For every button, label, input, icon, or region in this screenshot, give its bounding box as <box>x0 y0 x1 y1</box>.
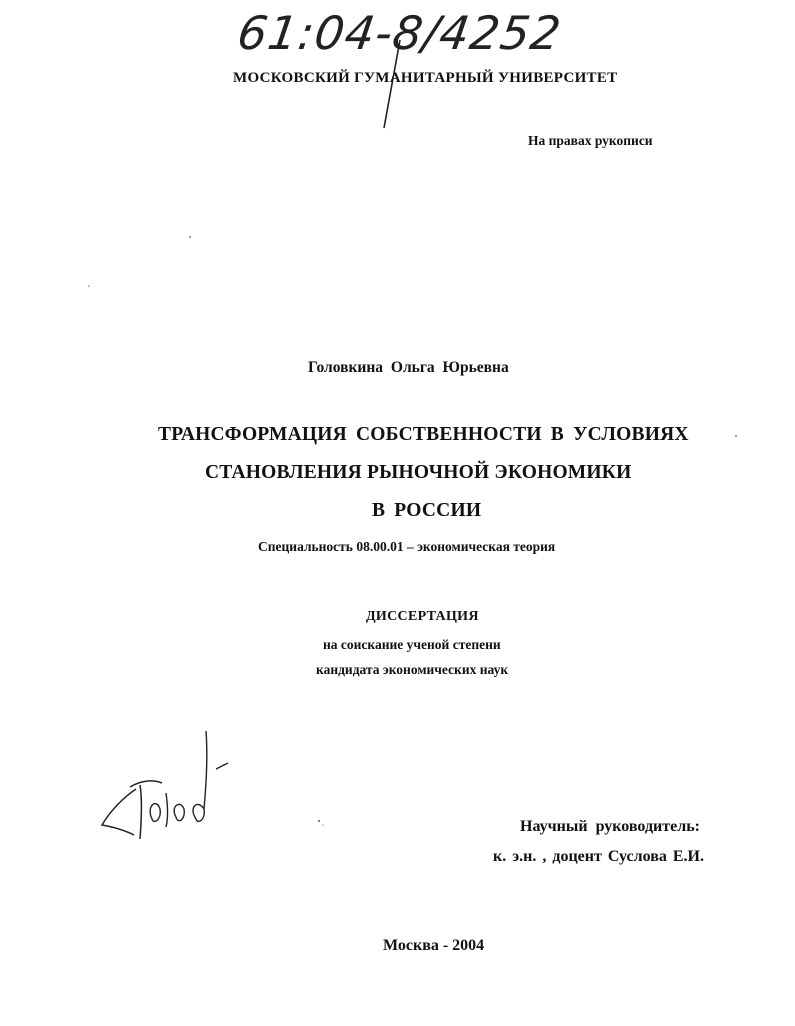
work-type: ДИССЕРТАЦИЯ <box>366 609 479 624</box>
title-line-3: В РОССИИ <box>372 500 482 521</box>
specialty-line: Специальность 08.00.01 – экономическая теория <box>258 539 556 554</box>
title-line-2: СТАНОВЛЕНИЯ РЫНОЧНОЙ ЭКОНОМИКИ <box>205 462 632 483</box>
city-and-year: Москва - 2004 <box>383 937 485 954</box>
degree-purpose-line-2: кандидата экономических наук <box>316 662 509 677</box>
university-name: МОСКОВСКИЙ ГУМАНИТАРНЫЙ УНИВЕРСИТЕТ <box>233 70 618 86</box>
supervisor-name: к. э.н. , доцент Суслова Е.И. <box>493 848 704 865</box>
supervisor-label: Научный руководитель: <box>520 818 700 835</box>
degree-purpose-line-1: на соискание ученой степени <box>323 637 501 652</box>
manuscript-note: На правах рукописи <box>528 133 653 148</box>
handwritten-registry-code: 61:04-8/4252 <box>234 6 565 60</box>
title-line-1: ТРАНСФОРМАЦИЯ СОБСТВЕННОСТИ В УСЛОВИЯХ <box>158 424 689 445</box>
author-name: Головкина Ольга Юрьевна <box>308 359 509 376</box>
